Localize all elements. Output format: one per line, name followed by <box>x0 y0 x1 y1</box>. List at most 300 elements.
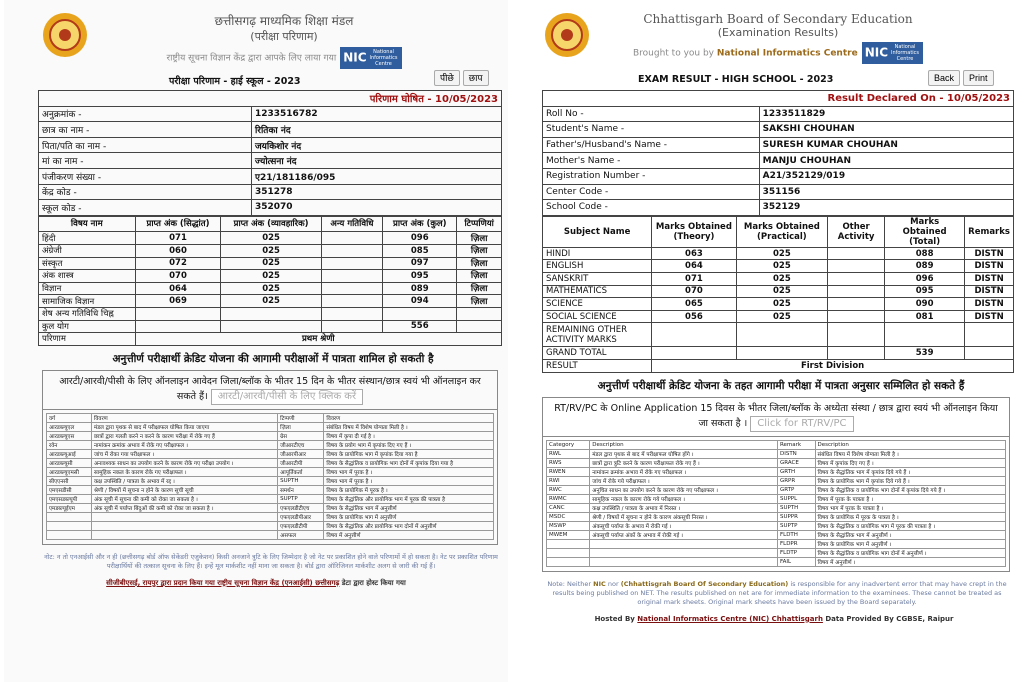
marks-total: 088 <box>885 247 965 260</box>
code: जीआरपीआर <box>278 449 324 458</box>
code-description: कक्ष उपस्थिति / पात्रता के अभाव में रद्द । <box>91 476 277 485</box>
marks-column-header: प्राप्त अंक (व्यावहारिक) <box>221 216 321 232</box>
marks-remark: ज़िला <box>457 270 502 283</box>
marks-column-header: प्राप्त अंक (सिद्धांत) <box>135 216 221 232</box>
marks-column-header: प्राप्त अंक (कुल) <box>383 216 457 232</box>
codes-column-header: वर्ग <box>47 413 92 422</box>
marks-column-header: अन्य गतिविधि <box>321 216 382 232</box>
codes-table <box>46 413 494 540</box>
footer-text: डेटा द्वारा होस्ट किया गया <box>341 578 406 587</box>
code-row <box>47 512 494 521</box>
code: RWL <box>547 449 590 458</box>
code-row <box>547 503 1006 512</box>
code <box>47 521 92 530</box>
subject-name: सामाजिक विज्ञान <box>39 295 136 308</box>
code: FAIL <box>777 557 815 566</box>
info-value: 351278 <box>251 184 501 200</box>
marks-theory: 069 <box>135 295 221 308</box>
note-nor: nor <box>607 579 619 588</box>
marks-total: 081 <box>885 310 965 323</box>
code-description: विषय के सैद्धांतिक व प्रायोगिक भाग दोनों में कृपांक दिया गया है <box>324 458 494 467</box>
code-row <box>547 485 1006 494</box>
nic-logo-text: NIC <box>864 45 889 60</box>
marks-remark: DISTN <box>965 247 1014 260</box>
result-panel-hindi <box>4 0 508 682</box>
info-row <box>39 153 502 169</box>
code-row <box>547 476 1006 485</box>
note-board: (Chhattisgrah Board Of Secondary Education) <box>620 579 789 588</box>
marks-other <box>828 272 885 285</box>
nic-logo <box>340 47 401 69</box>
marks-remark: ज़िला <box>457 244 502 257</box>
note-rest: is responsible for any inadvertent error that may have crept in the results being published on NET. The results published on net are for immediate information to the examinees. These cannot be treated as original mark sheets. Original mark sheets have been issued by the Board separately. <box>552 579 1007 606</box>
code-description: विषय के सैद्धांतिक और प्रायोगिक भाग में पूरक की पात्रता है <box>324 494 494 503</box>
marks-remark: ज़िला <box>457 295 502 308</box>
exam-title: EXAM RESULT - HIGH SCHOOL - 2023 <box>638 74 834 85</box>
marks-remark: ज़िला <box>457 257 502 270</box>
info-label: Center Code - <box>543 184 760 200</box>
disclaimer-note: नोट: न तो एनआईसी और न ही (छत्तीसगढ़ बोर्ड ऑफ सेकेंडरी एजुकेशन) किसी अनजाने त्रुटि के लिए जिम्मेदार है जो नेट पर प्रकाशित होने वाले परिणामों में हो सकता है। नेट पर प्रकाशित परिणाम परीक्षार्थियों की तत्काल सूचना के लिए हैं। इन्हें मूल मार्कशीट नहीं माना जा सकता है। बोर्ड द्वारा ऑरिजिनल मार्कशीट अलग से जारी की गई हैं। <box>44 552 498 570</box>
result-label: RESULT <box>543 359 652 372</box>
code-description: जांच में रोके गये परीक्षाफल । <box>590 476 778 485</box>
code-description: नामांकन क्रमांक अभाव में रोके गए परीक्षाफल । <box>590 467 778 476</box>
subject-name: अंग्रेजी <box>39 244 136 257</box>
marks-column-header: Remarks <box>965 216 1014 247</box>
result-label: परिणाम <box>39 333 136 346</box>
subject-name: MATHEMATICS <box>543 285 652 298</box>
marks-other <box>828 247 885 260</box>
info-row <box>39 200 502 216</box>
marks-practical: 025 <box>221 295 321 308</box>
code-row <box>47 422 494 431</box>
marks-theory: 063 <box>652 247 736 260</box>
code-description: विषय में कृपा दी गई है । <box>324 431 494 440</box>
info-value: SURESH KUMAR CHOUHAN <box>759 137 1013 153</box>
info-label: Student's Name - <box>543 122 760 138</box>
code-row <box>47 521 494 530</box>
code: RWS <box>547 458 590 467</box>
code: एफएलडीपीआर <box>278 512 324 521</box>
code-row <box>47 467 494 476</box>
info-value: जयकिशोर नंद <box>251 137 501 153</box>
code: RWEN <box>547 467 590 476</box>
grand-total-label: कुल योग <box>39 320 136 333</box>
info-label: पिता/पति का नाम - <box>39 137 252 153</box>
code: SUPPL <box>777 494 815 503</box>
code-description: संबंधित विषय में विशेष योग्यता मिली है । <box>815 449 1006 458</box>
marks-remark: DISTN <box>965 298 1014 311</box>
marks-other <box>828 285 885 298</box>
marks-remark: DISTN <box>965 260 1014 273</box>
marks-theory: 070 <box>135 270 221 283</box>
brought-by-text <box>618 42 938 64</box>
code: आरडब्ल्यूआई <box>47 449 92 458</box>
print-button[interactable]: छाप <box>463 70 489 86</box>
code: आरडब्ल्यूसी <box>47 458 92 467</box>
info-row <box>39 137 502 153</box>
info-row <box>39 122 502 138</box>
marks-theory: 071 <box>135 232 221 245</box>
info-value: 352129 <box>759 200 1013 216</box>
code: RWMC <box>547 494 590 503</box>
action-buttons <box>928 70 994 86</box>
info-label: Registration Number - <box>543 168 760 184</box>
online-application-box <box>542 397 1010 437</box>
marks-total: 089 <box>383 282 457 295</box>
info-value: रितिका नंद <box>251 122 501 138</box>
code-row <box>47 485 494 494</box>
code-row <box>547 530 1006 539</box>
codes-legend <box>542 437 1010 572</box>
marks-other <box>828 310 885 323</box>
marks-practical: 025 <box>221 282 321 295</box>
subject-row <box>39 244 502 257</box>
code-row <box>547 512 1006 521</box>
info-row <box>543 200 1014 216</box>
marks-total: 090 <box>885 298 965 311</box>
info-value: ज्योत्सना नंद <box>251 153 501 169</box>
online-application-text: आरटी/आरवी/पीसी के लिए ऑनलाइन आवेदन जिला/ब्लॉक के भीतर 15 दिन के भीतर संस्थान/छात्र स्वयं भी ऑनलाइन कर सकते हैं। <box>59 375 481 402</box>
info-value: 1233511829 <box>759 106 1013 122</box>
code: रवेन <box>47 440 92 449</box>
subject-name: SOCIAL SCIENCE <box>543 310 652 323</box>
marks-total: 089 <box>885 260 965 273</box>
subject-row <box>543 285 1014 298</box>
note-nic: NIC <box>593 579 606 588</box>
code <box>547 539 590 548</box>
exam-title-bar <box>4 70 508 90</box>
marks-theory: 064 <box>135 282 221 295</box>
code-description <box>91 521 277 530</box>
marks-total: 094 <box>383 295 457 308</box>
marks-total: 095 <box>383 270 457 283</box>
code: GRPR <box>777 476 815 485</box>
code: MWEM <box>547 530 590 539</box>
code: आपूर्तिकर्ता <box>278 467 324 476</box>
exam-title-bar <box>528 70 1020 90</box>
code-row <box>547 557 1006 566</box>
marks-practical: 025 <box>221 232 321 245</box>
info-label: अनुक्रमांक - <box>39 106 252 122</box>
marks-total: 096 <box>383 232 457 245</box>
marks-practical: 025 <box>736 310 827 323</box>
subject-name: विज्ञान <box>39 282 136 295</box>
marks-other <box>321 257 382 270</box>
code: GRACE <box>777 458 815 467</box>
footer <box>528 615 1020 623</box>
note-prefix: Note: Neither <box>547 579 592 588</box>
marks-remark: DISTN <box>965 310 1014 323</box>
code: आरडब्ल्यूएमसी <box>47 467 92 476</box>
marks-remark: DISTN <box>965 285 1014 298</box>
marks-table <box>542 216 1014 373</box>
brought-by-org[interactable]: National Informatics Centre <box>716 48 858 59</box>
subject-name: ENGLISH <box>543 260 652 273</box>
code-description: नामांकन क्रमांक अभाव में रोके गए परीक्षाफल । <box>91 440 277 449</box>
subject-row <box>39 270 502 283</box>
info-label: Roll No - <box>543 106 760 122</box>
marks-remark: DISTN <box>965 272 1014 285</box>
code: आरडब्ल्यूएल <box>47 422 92 431</box>
remaining-label: शेष अन्य गतिविधि चिह्न <box>39 307 136 320</box>
info-value: A21/352129/019 <box>759 168 1013 184</box>
info-row <box>543 106 1014 122</box>
credit-scheme-title: अनुत्तीर्ण परीक्षार्थी क्रेडिट योजना की आगामी परीक्षाओं में पात्रता शामिल हो सकती है <box>112 352 434 365</box>
code-description: श्रेणी / विषयों में सूचना न होने के कारण अंकसूची निरस्त । <box>590 512 778 521</box>
code: एफएलडीटीएच <box>278 503 324 512</box>
info-label: केंद्र कोड - <box>39 184 252 200</box>
code-description: विषय के प्रायोगिक में पूरक के पात्रता है । <box>815 512 1006 521</box>
marks-practical: 025 <box>736 272 827 285</box>
subject-name: SANSKRIT <box>543 272 652 285</box>
code-description: संबंधित विषय में विशेष योग्यता मिली है । <box>324 422 494 431</box>
result-value: First Division <box>652 359 1014 372</box>
remaining-row <box>543 323 1014 347</box>
marks-total: 085 <box>383 244 457 257</box>
marks-practical: 025 <box>736 247 827 260</box>
marks-other <box>321 244 382 257</box>
grand-total-row <box>39 320 502 333</box>
code: RWC <box>547 485 590 494</box>
marks-practical: 025 <box>221 244 321 257</box>
codes-column-header: टिप्पणी <box>278 413 324 422</box>
back-button[interactable]: Back <box>928 70 960 86</box>
code-description: विषय भाग में पूरक है । <box>324 476 494 485</box>
code-row <box>547 539 1006 548</box>
code: SUPTH <box>278 476 324 485</box>
code-row <box>547 494 1006 503</box>
codes-column-header: विवरण <box>91 413 277 422</box>
info-label: Mother's Name - <box>543 153 760 169</box>
footer-link[interactable]: सीजीबीएसई, रायपुर द्वारा प्रदान किया गया राष्ट्रीय सूचना विज्ञान केंद्र (एनआईसी) छत्तीसगढ़ <box>106 578 340 587</box>
codes-legend <box>42 410 498 545</box>
code-description: विषय के सैद्धांतिक भाग में कृपांक दिये गये हैं । <box>815 467 1006 476</box>
info-row <box>543 153 1014 169</box>
codes-column-header: Description <box>815 440 1006 449</box>
board-title: Chhattisgarh Board of Secondary Education <box>643 12 913 26</box>
code: ग्रेस <box>278 431 324 440</box>
code <box>47 530 92 539</box>
nic-logo-text: NIC <box>343 50 367 65</box>
code: GRTH <box>777 467 815 476</box>
code-description: विषय के सैद्धांतिक व प्रायोगिक भाग दोनों में कृपांक दिये गये हैं । <box>815 485 1006 494</box>
subject-row <box>39 295 502 308</box>
marks-other <box>321 270 382 283</box>
info-row <box>543 184 1014 200</box>
code: एमएसडीसी <box>47 485 92 494</box>
info-row <box>39 184 502 200</box>
code-row <box>47 440 494 449</box>
code-description: अंकसूची पर्याप्त अंकों के अभाव में रोकी गई । <box>590 530 778 539</box>
code: असफल <box>278 530 324 539</box>
nic-logo <box>862 42 923 64</box>
code: एमडब्ल्यूईएम <box>47 503 92 512</box>
code: GRTP <box>777 485 815 494</box>
code-row <box>47 449 494 458</box>
info-value: MANJU CHOUHAN <box>759 153 1013 169</box>
code-description: सामूहिक नकल के कारण रोके गए परीक्षाफल । <box>91 467 277 476</box>
code-row <box>47 431 494 440</box>
grand-total-row <box>543 347 1014 360</box>
code-row <box>547 458 1006 467</box>
page-subtitle: (Examination Results) <box>717 26 839 39</box>
marks-theory: 065 <box>652 298 736 311</box>
code: CANC <box>547 503 590 512</box>
subject-name: संस्कृत <box>39 257 136 270</box>
code-description: अंक सूची में पर्याप्त बिंदुओं की कमी को रोका जा सकता है । <box>91 503 277 512</box>
code: FLDTH <box>777 530 815 539</box>
info-row <box>39 168 502 184</box>
subject-row <box>543 298 1014 311</box>
code-description: विषय के प्रायोगिक भाग में अनुत्तीर्ण । <box>815 539 1006 548</box>
code-description <box>91 512 277 521</box>
marks-practical: 025 <box>736 260 827 273</box>
rt-rv-pc-button[interactable]: Click for RT/RV/PC <box>750 416 853 432</box>
student-info-table <box>38 90 502 216</box>
credit-scheme-title: अनुत्तीर्ण परीक्षार्थी क्रेडिट योजना के तहत आगामी परीक्षा में पात्रता अनुसार सम्मिलित हो सकते हैं <box>597 379 965 392</box>
code: एमएसडब्ल्यूपी <box>47 494 92 503</box>
print-button[interactable]: Print <box>963 70 994 86</box>
marks-practical: 025 <box>736 285 827 298</box>
marks-table <box>38 216 502 346</box>
code-row <box>47 476 494 485</box>
nic-logo-subtext: National Informatics Centre <box>890 44 920 62</box>
code: जीआरटीपी <box>278 458 324 467</box>
code <box>547 557 590 566</box>
marks-column-header: Marks Obtained (Theory) <box>652 216 736 247</box>
footer-prefix: Hosted By <box>594 614 635 623</box>
marks-column-header: विषय नाम <box>39 216 136 232</box>
info-value: ए21/181186/095 <box>251 168 501 184</box>
code: जीआरटीएच <box>278 440 324 449</box>
info-label: मां का नाम - <box>39 153 252 169</box>
subject-row <box>39 282 502 295</box>
marks-theory: 056 <box>652 310 736 323</box>
result-table <box>38 90 502 346</box>
info-label: स्कूल कोड - <box>39 200 252 216</box>
header-titles <box>134 12 434 69</box>
marks-column-header: Subject Name <box>543 216 652 247</box>
disclaimer-note <box>542 580 1012 607</box>
codes-column-header: विवरण <box>324 413 494 422</box>
exam-title: परीक्षा परिणाम - हाई स्कूल - 2023 <box>169 76 301 87</box>
code-description: श्रेणी / विषयों में सूचना न होने के कारण सूची सूची <box>91 485 277 494</box>
marks-column-header: Marks Obtained (Total) <box>885 216 965 247</box>
subject-name: SCIENCE <box>543 298 652 311</box>
code: SUPTP <box>278 494 324 503</box>
marks-remark: ज़िला <box>457 282 502 295</box>
result-declared: Result Declared On - 10/05/2023 <box>543 91 1014 107</box>
marks-column-header: टिप्पणियां <box>457 216 502 232</box>
code: आरडब्ल्यूएस <box>47 431 92 440</box>
marks-column-header: Marks Obtained (Practical) <box>736 216 827 247</box>
code: सीएएनसी <box>47 476 92 485</box>
code <box>547 548 590 557</box>
marks-practical: 025 <box>736 298 827 311</box>
subject-row <box>39 232 502 245</box>
code-description: विषय के सैद्धांतिक भाग में अनुत्तीर्ण । <box>815 530 1006 539</box>
code-description: विषय के प्रायोगिक भाग में अनुत्तीर्ण <box>324 512 494 521</box>
code-description: छात्रों द्वारा त्रुटि करने के कारण परीक्षाफल रोके गए हैं । <box>590 458 778 467</box>
subject-name: HINDI <box>543 247 652 260</box>
subject-name: हिंदी <box>39 232 136 245</box>
code-row <box>47 494 494 503</box>
code-description <box>590 557 778 566</box>
code-description: विषय में अनुत्तीर्ण । <box>815 557 1006 566</box>
marks-other <box>321 282 382 295</box>
code-description: विषय भाग में पूरक है । <box>324 467 494 476</box>
grand-total-label: GRAND TOTAL <box>543 347 652 360</box>
subject-row <box>543 260 1014 273</box>
back-button[interactable]: पीछे <box>434 70 460 86</box>
code: DISTN <box>777 449 815 458</box>
footer-link[interactable]: National Informatics Centre (NIC) Chhattisgarh <box>637 614 823 623</box>
code-description <box>590 548 778 557</box>
code-description: अंक सूची में सूचना की कमी को रोका जा सकता है । <box>91 494 277 503</box>
code: एफएलडीटीपी <box>278 521 324 530</box>
code: SUPPR <box>777 512 815 521</box>
result-row <box>39 333 502 346</box>
code-description <box>590 539 778 548</box>
code-row <box>547 548 1006 557</box>
info-row <box>543 137 1014 153</box>
subject-row <box>543 247 1014 260</box>
code-description: छात्रों द्वारा गलती करने न करने के कारण परीक्षा में रोके गए हैं <box>91 431 277 440</box>
code-description: विषय के सैद्धांतिक भाग में अनुत्तीर्ण <box>324 503 494 512</box>
header <box>528 0 1020 70</box>
code-row <box>547 467 1006 476</box>
code-description: विषय के सैद्धांतिक और प्रायोगिक भाग दोनों में अनुत्तीर्ण <box>324 521 494 530</box>
marks-total: 096 <box>885 272 965 285</box>
info-label: छात्र का नाम - <box>39 122 252 138</box>
info-value: 352070 <box>251 200 501 216</box>
marks-other <box>828 260 885 273</box>
code-row <box>547 521 1006 530</box>
grand-total-value: 539 <box>885 347 965 360</box>
info-label: पंजीकरण संख्या - <box>39 168 252 184</box>
marks-total: 095 <box>885 285 965 298</box>
info-row <box>39 106 502 122</box>
code-description: मंडल द्वारा पृथक से बाद में परीक्षाफल घोषित होंगे । <box>590 449 778 458</box>
marks-practical: 025 <box>221 270 321 283</box>
code: MSDC <box>547 512 590 521</box>
online-application-text: RT/RV/PC के Online Application 15 दिवस के भीतर जिला/ब्लॉक के अध्येता संस्था / छात्र द्वारा स्वयं भी ऑनलाइन किया जा सकता है । <box>554 402 998 429</box>
board-emblem-icon <box>42 12 88 58</box>
info-value: SAKSHI CHOUHAN <box>759 122 1013 138</box>
rt-rv-pc-button[interactable]: आरटी/आरवी/पीसी के लिए क्लिक करें <box>211 389 363 405</box>
code-description: अनुचित साधन का उपयोग करने के कारण रोके गए परीक्षाफल । <box>590 485 778 494</box>
code-description: विषय भाग में पूरक के पात्रता है । <box>815 503 1006 512</box>
marks-other <box>321 232 382 245</box>
code-description: विषय के सैद्धांतिक व प्रायोगिक भाग दोनों में अनुत्तीर्ण । <box>815 548 1006 557</box>
code-description: विषय के प्रायोगिक भाग में कृपांक दिये गये हैं । <box>815 476 1006 485</box>
code-description: कक्ष उपस्थिति / पात्रता के अभाव में निरस्त । <box>590 503 778 512</box>
codes-column-header: Description <box>590 440 778 449</box>
marks-other <box>828 298 885 311</box>
code-description: विषय में अनुत्तीर्ण <box>324 530 494 539</box>
subject-row <box>543 272 1014 285</box>
code: FLDPR <box>777 539 815 548</box>
info-value: 351156 <box>759 184 1013 200</box>
code: SUPTH <box>777 503 815 512</box>
code-description: विषय के प्रायोगिक में पूरक है । <box>324 485 494 494</box>
code-description: विषय के प्रायोगिक भाग में कृपांक दिया गया है <box>324 449 494 458</box>
info-value: 1233516782 <box>251 106 501 122</box>
marks-theory: 064 <box>652 260 736 273</box>
code-description: विषय में कृपांक दिए गए हैं । <box>815 458 1006 467</box>
marks-theory: 060 <box>135 244 221 257</box>
header <box>4 0 508 70</box>
